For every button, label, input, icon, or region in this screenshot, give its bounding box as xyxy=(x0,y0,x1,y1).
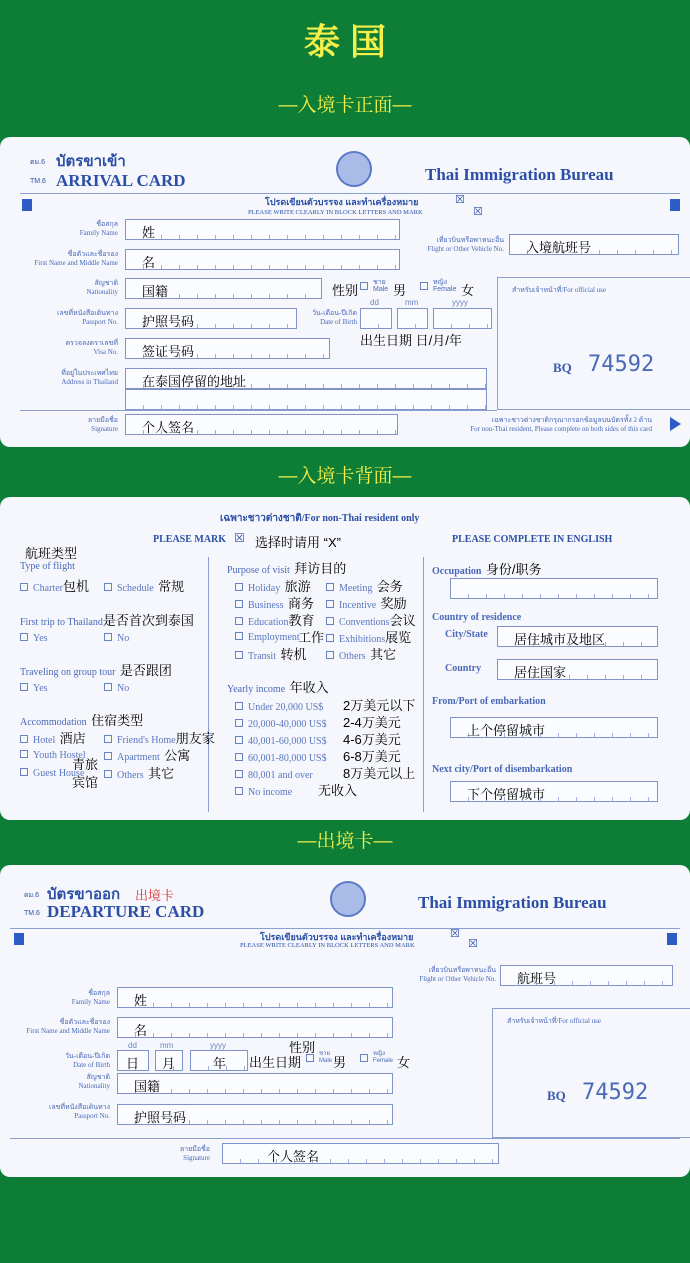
dob-month-field[interactable] xyxy=(397,308,428,329)
note-thai: เฉพาะชาวต่างชาติกรุณากรอกข้อมูลบนบัตรทั้ง 2 ด้าน xyxy=(491,416,652,424)
first-name-label: First Name and Middle Name xyxy=(34,259,118,267)
visa-label: Visa No. xyxy=(93,348,118,356)
family-name-field[interactable]: 姓 xyxy=(125,219,400,240)
mm-label: mm xyxy=(160,1041,174,1050)
yes-label: Yes xyxy=(33,683,48,694)
male-label-thai: ชาย xyxy=(373,279,386,286)
label-thai: ชื่อตัวและชื่อรอง xyxy=(59,1018,110,1026)
option-cn: 教育 xyxy=(288,613,315,628)
label-thai: วัน-เดือน-ปีเกิด xyxy=(65,1052,110,1060)
serial-number: 74592 xyxy=(588,352,655,377)
section-departure: —出境卡— xyxy=(297,831,393,852)
page-title: 泰 国 xyxy=(303,21,386,62)
option-label: Incentive xyxy=(339,600,377,611)
arrival-card xyxy=(0,137,690,447)
option-cn: 转机 xyxy=(280,647,307,662)
mark-icon: ☒ xyxy=(473,206,483,218)
note: For non-Thai resident, Please complete on both sides of this card xyxy=(470,425,652,433)
official-use-box xyxy=(497,277,690,410)
label-thai: ลายมือชื่อ xyxy=(87,416,118,424)
option-cn: 6-8万美元 xyxy=(343,749,401,764)
country-label: Country xyxy=(445,663,482,674)
label-thai: เที่ยวบินหรือพาหนะอื่น xyxy=(436,236,504,244)
first-name-label: First Name and Middle Name xyxy=(26,1027,110,1035)
male-label-thai: ชาย xyxy=(319,1051,330,1057)
group-no[interactable] xyxy=(104,678,129,696)
marker-icon xyxy=(667,933,677,945)
option-label: Meeting xyxy=(339,583,373,594)
option-cn: 其它 xyxy=(370,647,397,662)
mm-label: mm xyxy=(405,298,419,307)
female-label: Female xyxy=(433,286,457,293)
passport-field[interactable]: 护照号码 xyxy=(117,1104,393,1125)
bureau-name: Thai Immigration Bureau xyxy=(418,893,607,912)
option-cn: 奖励 xyxy=(380,596,407,611)
option-label: Education xyxy=(248,617,289,628)
flight-label: Flight or Other Vehicle No. xyxy=(419,975,496,983)
dob-year-field[interactable]: 年 xyxy=(190,1050,248,1071)
accommodation-label: Accommodation xyxy=(20,717,87,728)
option-cn: 旅游 xyxy=(284,579,311,594)
male-cn: 男 xyxy=(333,1055,347,1070)
flight-field[interactable]: 航班号 xyxy=(500,965,673,986)
next-arrow-icon xyxy=(670,417,681,431)
option-cn: 4-6万美元 xyxy=(343,732,401,747)
dd-label: dd xyxy=(370,298,379,307)
address-label: Address in Thailand xyxy=(61,378,118,386)
option-label: Guest House xyxy=(33,768,85,779)
section-arrival-front: —入境卡正面— xyxy=(278,95,412,116)
option-label: Schedule xyxy=(117,583,154,594)
group-yes[interactable] xyxy=(20,678,48,696)
female-cn: 女 xyxy=(461,283,475,298)
option-cn: 青旅 xyxy=(72,757,99,772)
female-cn: 女 xyxy=(397,1055,411,1070)
employment-checkbox[interactable] xyxy=(235,627,300,645)
income-cn: 年收入 xyxy=(289,680,329,695)
female-label-thai: หญิง xyxy=(433,279,447,286)
first-name-field[interactable]: 名 xyxy=(125,249,400,270)
option-cn: 酒店 xyxy=(59,731,86,746)
option-cn: 2-4万美元 xyxy=(343,715,401,730)
tm-en: TM.6 xyxy=(30,178,46,185)
back-header: เฉพาะชาวต่างชาติ/For non-Thai resident only xyxy=(220,513,420,524)
passport-label: Passport No. xyxy=(82,318,118,326)
please-mark: PLEASE MARK xyxy=(153,534,227,545)
next-label: Next city/Port of disembarkation xyxy=(432,764,573,775)
tm-thai: ตม.6 xyxy=(24,892,39,899)
option-label: 20,000-40,000 US$ xyxy=(248,719,327,730)
serial-prefix: BQ xyxy=(553,360,572,375)
gender-label: 性别 xyxy=(289,1040,316,1055)
option-cn: 2万美元以下 xyxy=(343,698,416,713)
option-label: Exhibitions xyxy=(339,634,386,645)
no-label: No xyxy=(117,683,130,694)
signature-field[interactable]: 个人签名 xyxy=(125,414,398,435)
label-thai: สัญชาติ xyxy=(86,1073,110,1081)
section-arrival-back: —入境卡背面— xyxy=(278,466,412,487)
dob-label: Date of Birth xyxy=(73,1061,110,1069)
label-thai: ชื่อสกุล xyxy=(96,220,118,228)
nationality-label: Nationality xyxy=(78,1082,110,1090)
male-cn: 男 xyxy=(393,283,407,298)
group-tour-cn: 是否跟团 xyxy=(119,663,172,678)
charter-checkbox[interactable] xyxy=(20,576,89,596)
female-label: Female xyxy=(373,1058,394,1064)
first-trip-no[interactable] xyxy=(104,628,129,646)
apartment-checkbox[interactable] xyxy=(104,745,190,765)
mark-icon: ☒ xyxy=(234,531,245,545)
option-cn: 无收入 xyxy=(318,783,358,798)
dob-day-field[interactable] xyxy=(360,308,392,329)
card-title-thai: บัตรขาเข้า xyxy=(56,153,126,170)
official-use-label: สำหรับเจ้าหน้าที่/For official use xyxy=(512,286,606,294)
group-tour-label: Traveling on group tour xyxy=(20,667,116,678)
marker-icon xyxy=(14,933,24,945)
option-cn: 8万美元以上 xyxy=(343,766,416,781)
transit-checkbox[interactable] xyxy=(235,644,306,664)
occupation-label: Occupation xyxy=(432,566,482,577)
option-label: Youth Hostel xyxy=(33,750,86,761)
male-label: Male xyxy=(373,286,389,293)
income-option[interactable] xyxy=(235,780,357,800)
option-label: Business xyxy=(248,600,284,611)
visa-field[interactable]: 签证号码 xyxy=(125,338,330,359)
dob-year-field[interactable] xyxy=(433,308,492,329)
purpose-label: Purpose of visit xyxy=(227,565,290,576)
mark-icon: ☒ xyxy=(468,938,478,950)
others-checkbox[interactable] xyxy=(104,763,174,783)
label-thai: สัญชาติ xyxy=(94,279,118,287)
option-label: Others xyxy=(339,651,366,662)
first-name-field[interactable]: 名 xyxy=(117,1017,393,1038)
family-name-field[interactable]: 姓 xyxy=(117,987,393,1008)
first-trip-cn: 是否首次到泰国 xyxy=(102,613,194,628)
gender-label: 性别 xyxy=(332,283,359,298)
dob-note: 出生日期 xyxy=(249,1055,302,1070)
card-title: DEPARTURE CARD xyxy=(47,902,205,921)
family-name-label: Family Name xyxy=(71,998,110,1006)
option-label: 80,001 and over xyxy=(248,770,313,781)
residence-label: Country of residence xyxy=(432,612,522,623)
official-use-box xyxy=(492,1008,690,1138)
female-label-thai: หญิง xyxy=(373,1051,385,1057)
option-cn: 其它 xyxy=(148,766,175,781)
flight-type-label: Type of flight xyxy=(20,561,75,572)
option-cn: 会务 xyxy=(376,579,403,594)
first-trip-label: First trip to Thailand xyxy=(20,617,103,628)
signature-label: Signature xyxy=(91,425,118,433)
option-label: Charter xyxy=(33,583,63,594)
address-field-2[interactable] xyxy=(125,389,487,410)
first-trip-yes[interactable] xyxy=(20,628,48,646)
option-cn: 宾馆 xyxy=(72,775,99,790)
label-thai: เที่ยวบินหรือพาหนะอื่น xyxy=(428,966,496,974)
occupation-cn: 身份/职务 xyxy=(485,562,542,577)
address-field[interactable]: 在泰国停留的地址 xyxy=(125,368,487,389)
from-field[interactable]: 上个停留城市 xyxy=(450,717,658,738)
option-cn: 包机 xyxy=(63,579,90,594)
departure-card xyxy=(0,865,690,1177)
yes-label: Yes xyxy=(33,633,48,644)
income-label: Yearly income xyxy=(227,684,286,695)
option-cn: 工作 xyxy=(298,630,325,645)
card-title-cn: 出境卡 xyxy=(135,888,175,903)
nationality-field[interactable]: 国籍 xyxy=(117,1073,393,1094)
mark-icon: ☒ xyxy=(455,194,465,206)
male-checkbox[interactable] xyxy=(360,279,388,293)
option-cn: 商务 xyxy=(288,596,315,611)
instruction-en: PLEASE WRITE CLEARLY IN BLOCK LETTERS AND MARK xyxy=(248,209,423,216)
city-label: City/State xyxy=(445,629,488,640)
option-cn: 公寓 xyxy=(164,748,191,763)
label-thai: วัน-เดือน-ปีเกิด xyxy=(312,309,357,317)
label-thai: เลขที่หนังสือเดินทาง xyxy=(48,1103,110,1111)
from-label: From/Port of embarkation xyxy=(432,696,546,707)
option-label: Employment xyxy=(248,632,300,643)
option-label: 40,001-60,000 US$ xyxy=(248,736,327,747)
occupation-field[interactable] xyxy=(450,578,658,599)
male-checkbox[interactable] xyxy=(306,1051,332,1065)
label-thai: ลายมือชื่อ xyxy=(179,1145,210,1153)
purpose-others-checkbox[interactable] xyxy=(326,644,396,664)
serial-number: 74592 xyxy=(582,1080,649,1105)
option-label: Holiday xyxy=(248,583,281,594)
instruction-thai: โปรดเขียนตัวบรรจง และทำเครื่องหมาย xyxy=(260,932,414,942)
official-use-label: สำหรับเจ้าหน้าที่/For official use xyxy=(507,1017,601,1025)
option-label: Apartment xyxy=(117,752,160,763)
option-label: Hotel xyxy=(33,735,56,746)
country-field[interactable]: 居住国家 xyxy=(497,659,658,680)
option-cn: 常规 xyxy=(158,579,185,594)
instruction-thai: โปรดเขียนตัวบรรจง และทำเครื่องหมาย xyxy=(265,197,419,207)
bureau-name: Thai Immigration Bureau xyxy=(425,165,614,184)
label-thai: ชื่อตัวและชื่อรอง xyxy=(67,250,118,258)
schedule-checkbox[interactable] xyxy=(104,576,184,596)
option-cn: 会议 xyxy=(389,613,416,628)
passport-field[interactable]: 护照号码 xyxy=(125,308,297,329)
family-name-label: Family Name xyxy=(79,229,118,237)
card-title-thai: บัตรขาออก xyxy=(47,886,121,903)
instruction-en: PLEASE WRITE CLEARLY IN BLOCK LETTERS AND MARK xyxy=(240,942,415,949)
next-field[interactable]: 下个停留城市 xyxy=(450,781,658,802)
card-title: ARRIVAL CARD xyxy=(56,171,186,190)
mark-note: 选择时请用 “X” xyxy=(255,535,341,550)
female-checkbox[interactable] xyxy=(420,279,456,293)
emblem-icon xyxy=(336,151,372,187)
female-checkbox[interactable] xyxy=(360,1051,393,1065)
option-label: Conventions xyxy=(339,617,390,628)
arrival-card-back xyxy=(0,497,690,820)
dd-label: dd xyxy=(128,1041,137,1050)
nationality-label: Nationality xyxy=(86,288,118,296)
passport-label: Passport No. xyxy=(74,1112,110,1120)
nationality-field[interactable]: 国籍 xyxy=(125,278,322,299)
label-thai: ที่อยู่ในประเทศไทย xyxy=(61,369,118,377)
emblem-icon xyxy=(330,881,366,917)
accommodation-cn: 住宿类型 xyxy=(91,713,144,728)
option-label: Others xyxy=(117,770,144,781)
option-label: Under 20,000 US$ xyxy=(248,702,324,713)
label-thai: เลขที่หนังสือเดินทาง xyxy=(56,309,118,317)
complete-english: PLEASE COMPLETE IN ENGLISH xyxy=(452,534,613,545)
marker-icon xyxy=(22,199,32,211)
dob-label: Date of Birth xyxy=(320,318,357,326)
dob-note: 出生日期 日/月/年 xyxy=(360,333,462,348)
option-cn: 朋友家 xyxy=(175,731,215,746)
tm-thai: ตม.6 xyxy=(30,159,45,166)
option-cn: 展览 xyxy=(385,630,412,645)
flight-field[interactable]: 入境航班号 xyxy=(509,234,679,255)
no-label: No xyxy=(117,633,130,644)
label-thai: ตรวจลงตราเลขที่ xyxy=(65,339,118,347)
city-field[interactable]: 居住城市及地区 xyxy=(497,626,658,647)
yyyy-label: yyyy xyxy=(452,298,468,307)
option-label: No income xyxy=(248,787,293,798)
tm-en: TM.6 xyxy=(24,910,40,917)
serial-prefix: BQ xyxy=(547,1088,566,1103)
male-label: Male xyxy=(319,1058,333,1064)
flight-type-cn: 航班类型 xyxy=(25,546,78,561)
flight-label: Flight or Other Vehicle No. xyxy=(427,245,504,253)
purpose-cn: 拜访目的 xyxy=(294,561,347,576)
dob-day-field[interactable]: 日 xyxy=(117,1050,149,1071)
signature-label: Signature xyxy=(183,1154,210,1162)
signature-field[interactable]: 个人签名 xyxy=(222,1143,499,1164)
dob-month-field[interactable]: 月 xyxy=(155,1050,183,1071)
yyyy-label: yyyy xyxy=(210,1041,226,1050)
option-label: 60,001-80,000 US$ xyxy=(248,753,327,764)
marker-icon xyxy=(670,199,680,211)
option-label: Friend's Home xyxy=(117,735,176,746)
option-label: Transit xyxy=(248,651,276,662)
mark-icon: ☒ xyxy=(450,928,460,940)
label-thai: ชื่อสกุล xyxy=(88,989,110,997)
